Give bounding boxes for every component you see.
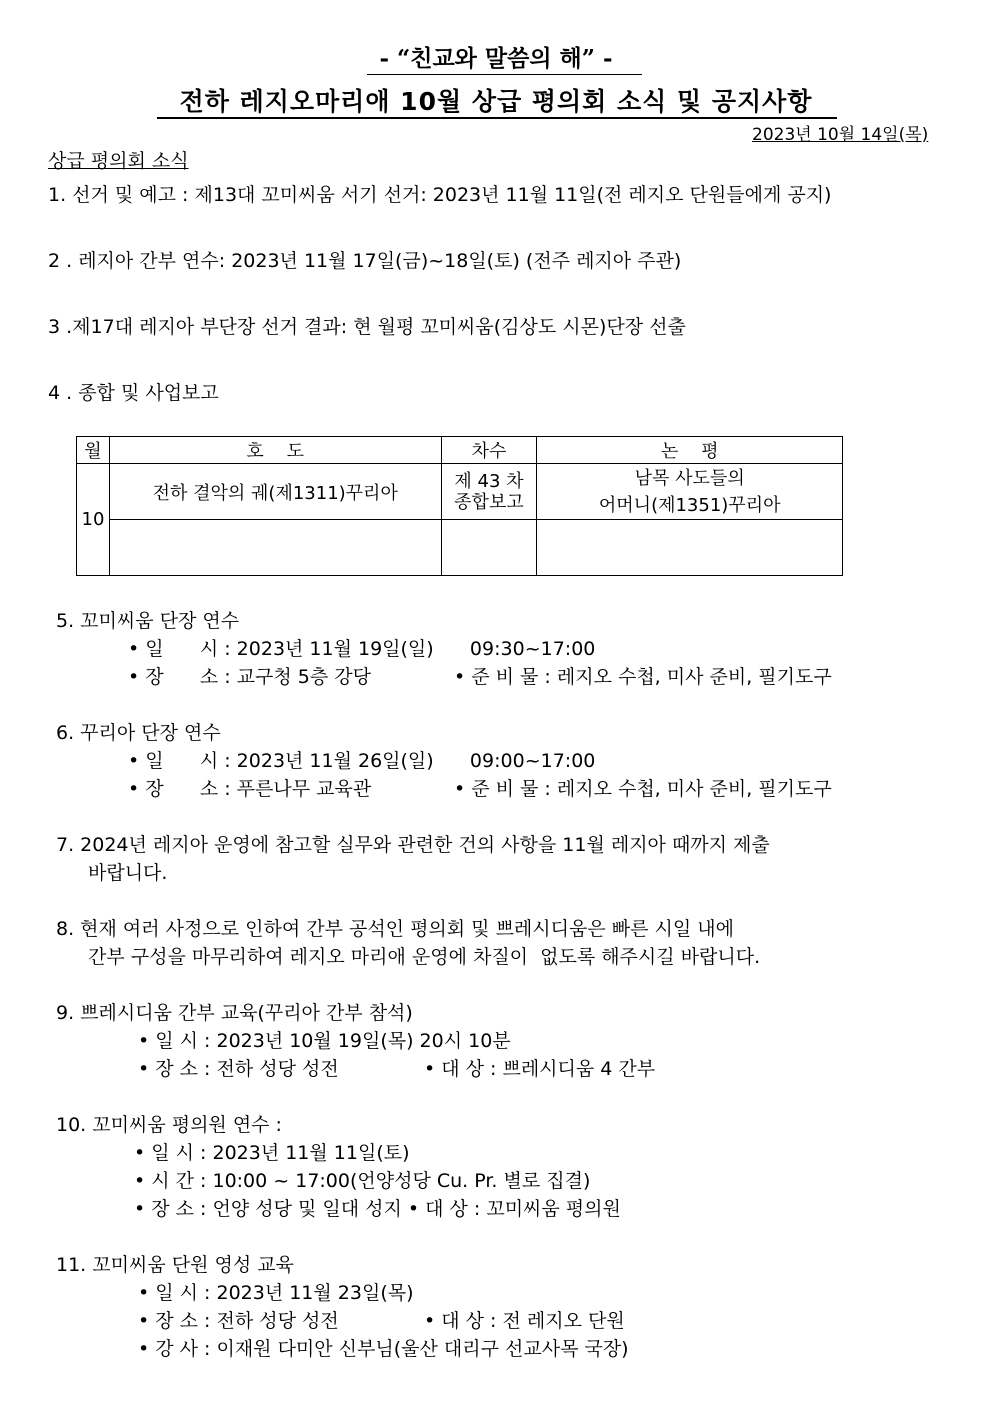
motto-underline xyxy=(367,74,642,75)
month-cell: 10 xyxy=(77,464,110,576)
empty-cell xyxy=(109,520,441,576)
empty-cell xyxy=(441,520,537,576)
item-9-schedule: • 일 시 : 2023년 10월 19일(목) 20시 10분 xyxy=(138,1030,511,1052)
item-9-location: • 장 소 : 전하 성당 성전 xyxy=(138,1058,339,1080)
table-header-row xyxy=(77,437,843,464)
item-11-schedule: • 일 시 : 2023년 11월 23일(목) xyxy=(138,1282,414,1304)
item-11-target: • 대 상 : 전 레지오 단원 xyxy=(424,1310,625,1332)
item-10-time: • 시 간 : 10:00 ~ 17:00(언양성당 Cu. Pr. 별로 집결) xyxy=(134,1170,591,1192)
item-11-heading: 11. 꼬미씨움 단원 영성 교육 xyxy=(56,1254,294,1276)
hodo-cell: 전하 결악의 궤(제1311)꾸리아 xyxy=(109,464,441,520)
report-table xyxy=(76,436,843,576)
header-hodo: 호 도 xyxy=(109,437,441,464)
item-9-heading: 9. 쁘레시디움 간부 교육(꾸리아 간부 참석) xyxy=(56,1002,413,1024)
table-row xyxy=(77,464,843,520)
item-5-heading: 5. 꼬미씨움 단장 연수 xyxy=(56,610,240,632)
nonpyeong-cell xyxy=(537,464,843,520)
item-6-heading: 6. 꾸리아 단장 연수 xyxy=(56,722,221,744)
chasu-cell xyxy=(441,464,537,520)
item-6-supplies: • 준 비 물 : 레지오 수첩, 미사 준비, 필기도구 xyxy=(454,778,832,800)
section-title: 상급 평의회 소식 xyxy=(48,150,189,172)
item-3: 3 .제17대 레지아 부단장 선거 결과: 현 월평 꼬미씨움(김상도 시몬)단장 선출 xyxy=(48,316,686,338)
item-11-lecturer: • 강 사 : 이재원 다미안 신부님(울산 대리구 선교사목 국장) xyxy=(138,1338,629,1360)
item-8-line-2: 간부 구성을 마무리하여 레지오 마리애 운영에 차질이 없도록 해주시길 바랍니다. xyxy=(88,946,761,968)
item-6-location: • 장 소 : 푸른나무 교육관 xyxy=(128,778,372,800)
chasu-line-2: 종합보고 xyxy=(454,491,524,513)
item-4: 4 . 종합 및 사업보고 xyxy=(48,382,219,404)
item-6-schedule: • 일 시 : 2023년 11월 26일(일) 09:00~17:00 xyxy=(128,750,596,772)
header-nonpyeong: 논 평 xyxy=(537,437,843,464)
item-7-line-1: 7. 2024년 레지아 운영에 참고할 실무와 관련한 건의 사항을 11월 레지아 때까지 제출 xyxy=(56,834,770,856)
chasu-line-1: 제 43 차 xyxy=(454,470,524,492)
header-month: 월 xyxy=(77,437,110,464)
item-8-line-1: 8. 현재 여러 사정으로 인하여 간부 공석인 평의회 및 쁘레시디움은 빠른 시일 내에 xyxy=(56,918,734,940)
item-10-heading: 10. 꼬미씨움 평의원 연수 : xyxy=(56,1114,282,1136)
item-10-location-target: • 장 소 : 언양 성당 및 일대 성지 • 대 상 : 꼬미씨움 평의원 xyxy=(134,1198,621,1220)
motto: - “친교와 말씀의 해” - xyxy=(379,45,613,72)
page-title: 전하 레지오마리애 10월 상급 평의회 소식 및 공지사항 xyxy=(179,87,813,116)
item-5-schedule: • 일 시 : 2023년 11월 19일(일) 09:30~17:00 xyxy=(128,638,596,660)
item-9-target: • 대 상 : 쁘레시디움 4 간부 xyxy=(424,1058,656,1080)
item-7-line-2: 바랍니다. xyxy=(88,862,168,884)
document-date: 2023년 10월 14일(목) xyxy=(752,125,929,145)
item-2: 2 . 레지아 간부 연수: 2023년 11월 17일(금)~18일(토) (전주 레지아 주관) xyxy=(48,250,682,272)
header-chasu: 차수 xyxy=(441,437,537,464)
item-11-location: • 장 소 : 전하 성당 성전 xyxy=(138,1310,339,1332)
title-underline xyxy=(157,117,837,119)
item-1: 1. 선거 및 예고 : 제13대 꼬미씨움 서기 선거: 2023년 11월 11일(전 레지오 단원들에게 공지) xyxy=(48,184,832,206)
table-row-empty xyxy=(77,520,843,576)
item-5-supplies: • 준 비 물 : 레지오 수첩, 미사 준비, 필기도구 xyxy=(454,666,832,688)
empty-cell xyxy=(537,520,843,576)
nonpyeong-line-2: 어머니(제1351)꾸리아 xyxy=(598,494,781,516)
item-5-location: • 장 소 : 교구청 5층 강당 xyxy=(128,666,371,688)
nonpyeong-line-1: 남목 사도들의 xyxy=(634,467,745,489)
item-10-schedule: • 일 시 : 2023년 11월 11일(토) xyxy=(134,1142,410,1164)
